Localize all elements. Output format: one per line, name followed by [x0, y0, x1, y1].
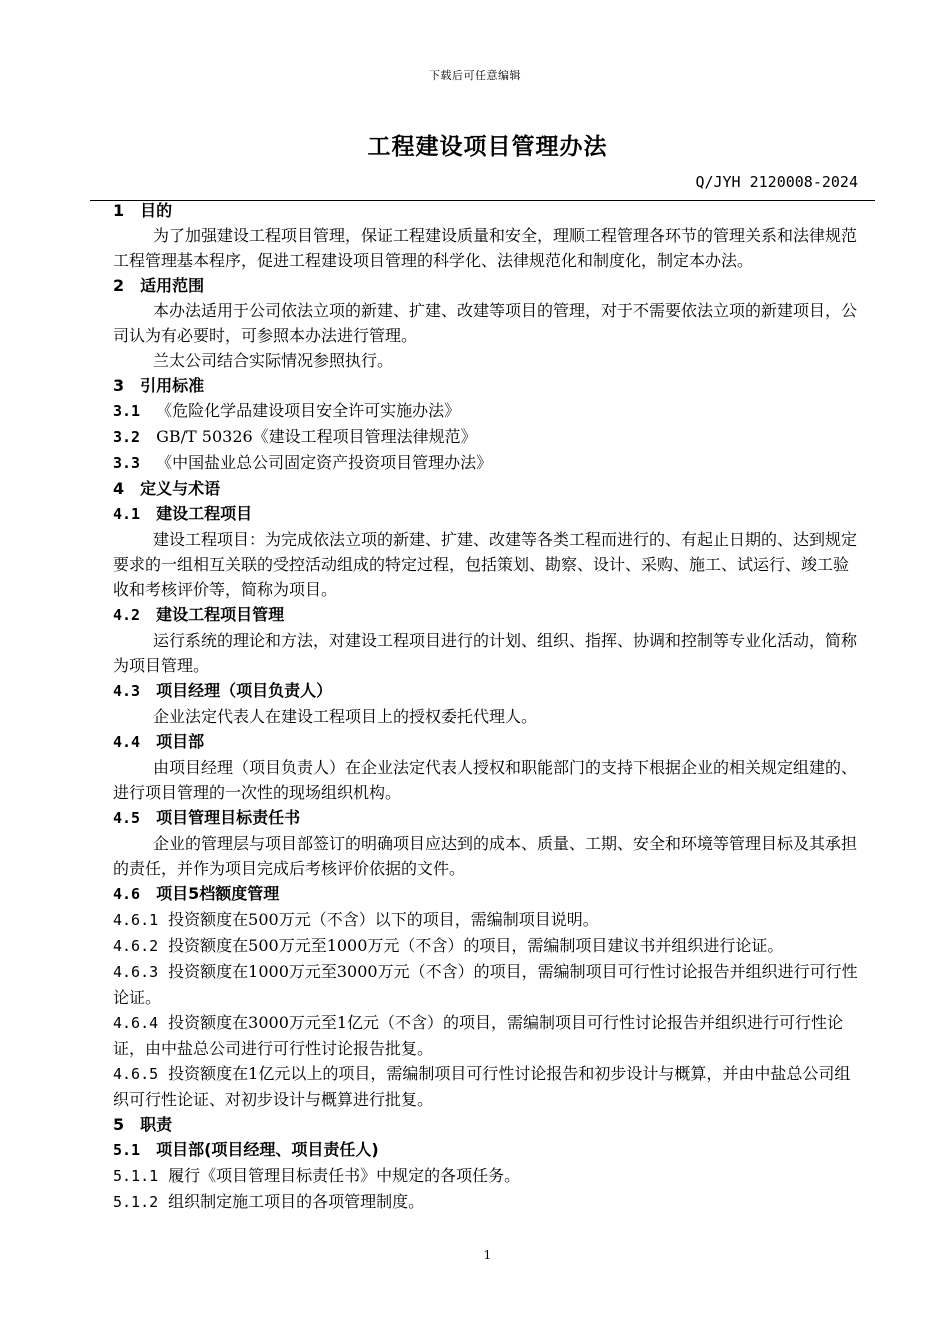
reference-item — [113, 398, 863, 424]
section-number: 2 — [113, 276, 125, 295]
subsection-number: 4.6 — [113, 885, 141, 903]
section-title: 职责 — [140, 1115, 173, 1134]
subsection-4-6-heading — [113, 881, 863, 907]
clause-item — [113, 1061, 863, 1112]
clause-number: 4.6.2 — [113, 937, 159, 955]
clause-item — [113, 1010, 863, 1061]
subsection-4-1-paragraph: 建设工程项目：为完成依法立项的新建、扩建、改建等各类工程而进行的、有起止日期的、达到规定要求的一组相互关联的受控活动组成的特定过程，包括策划、勘察、设计、采购、施工、试运行、竣工验收和考核评价等，简称为项目。 — [113, 530, 858, 599]
subsection-4-5-paragraph: 企业的管理层与项目部签订的明确项目应达到的成本、质量、工期、安全和环境等管理目标及其承担的责任，并作为项目完成后考核评价依据的文件。 — [113, 834, 858, 878]
subsection-4-5-heading — [113, 805, 863, 831]
subsection-number: 4.4 — [113, 733, 141, 751]
subsection-4-2-heading — [113, 602, 863, 628]
section-2-heading — [113, 273, 863, 298]
document-body — [113, 198, 863, 1215]
section-title: 定义与术语 — [140, 479, 221, 498]
section-1-paragraph: 为了加强建设工程项目管理，保证工程建设质量和安全，理顺工程管理各环节的管理关系和法律规范工程管理基本程序，促进工程建设项目管理的科学化、法律规范化和制度化，制定本办法。 — [113, 226, 858, 270]
reference-item — [113, 450, 863, 476]
item-text: 《中国盐业总公司固定资产投资项目管理办法》 — [156, 453, 493, 472]
section-5-heading — [113, 1112, 863, 1137]
subsection-title: 建设工程项目管理 — [156, 605, 285, 624]
clause-number: 4.6.5 — [113, 1065, 159, 1083]
subsection-number: 5.1 — [113, 1141, 141, 1159]
section-number: 5 — [113, 1115, 125, 1134]
clause-item — [113, 907, 863, 933]
section-number: 4 — [113, 479, 125, 498]
section-2-paragraph-2: 兰太公司结合实际情况参照执行。 — [153, 351, 394, 370]
subsection-4-3-heading — [113, 678, 863, 704]
section-1-heading — [113, 198, 863, 223]
subsection-title: 建设工程项目 — [156, 504, 253, 523]
item-number: 3.2 — [113, 428, 141, 446]
subsection-title: 项目管理目标责任书 — [156, 808, 301, 827]
clause-item — [113, 959, 863, 1010]
clause-number: 5.1.2 — [113, 1193, 159, 1211]
section-title: 引用标准 — [140, 376, 205, 395]
subsection-4-4-heading — [113, 729, 863, 755]
section-number: 1 — [113, 201, 125, 220]
subsection-title: 项目5档额度管理 — [156, 884, 280, 903]
clause-number: 4.6.1 — [113, 911, 159, 929]
subsection-4-4-paragraph: 由项目经理（项目负责人）在企业法定代表人授权和职能部门的支持下根据企业的相关规定组建的、进行项目管理的一次性的现场组织机构。 — [113, 758, 858, 802]
page-number: 1 — [483, 1248, 492, 1262]
clause-item — [113, 933, 863, 959]
subsection-number: 4.5 — [113, 809, 141, 827]
subsection-5-1-heading — [113, 1137, 863, 1163]
clause-text: 投资额度在1000万元至3000万元（不含）的项目，需编制项目可行性讨论报告并组织进行可行性论证。 — [113, 962, 858, 1007]
item-text: 《危险化学品建设项目安全许可实施办法》 — [156, 401, 461, 420]
clause-text: 组织制定施工项目的各项管理制度。 — [168, 1192, 425, 1211]
document-code: Q/JYH 2120008-2024 — [695, 173, 858, 191]
clause-text: 投资额度在3000万元至1亿元（不含）的项目，需编制项目可行性讨论报告并组织进行可行性论证，由中盐总公司进行可行性讨论报告批复。 — [113, 1013, 844, 1058]
section-number: 3 — [113, 376, 125, 395]
clause-text: 投资额度在1亿元以上的项目，需编制项目可行性讨论报告和初步设计与概算，并由中盐总公司组织可行性论证、对初步设计与概算进行批复。 — [113, 1064, 851, 1109]
subsection-4-1-heading — [113, 501, 863, 527]
clause-text: 投资额度在500万元至1000万元（不含）的项目，需编制项目建议书并组织进行论证。 — [168, 936, 784, 955]
section-2-paragraph-1: 本办法适用于公司依法立项的新建、扩建、改建等项目的管理，对于不需要依法立项的新建项目，公司认为有必要时，可参照本办法进行管理。 — [113, 301, 858, 345]
item-number: 3.3 — [113, 454, 141, 472]
document-title: 工程建设项目管理办法 — [367, 134, 608, 160]
subsection-number: 4.3 — [113, 682, 141, 700]
section-title: 适用范围 — [140, 276, 205, 295]
subsection-title: 项目部 — [156, 732, 205, 751]
clause-number: 5.1.1 — [113, 1167, 159, 1185]
page-header: 下载后可任意编辑 — [429, 69, 521, 82]
subsection-4-2-paragraph: 运行系统的理论和方法，对建设工程项目进行的计划、组织、指挥、协调和控制等专业化活动，简称为项目管理。 — [113, 631, 858, 675]
reference-item — [113, 424, 863, 450]
clause-number: 4.6.4 — [113, 1014, 159, 1032]
clause-number: 4.6.3 — [113, 963, 159, 981]
clause-item — [113, 1189, 863, 1215]
subsection-4-3-paragraph: 企业法定代表人在建设工程项目上的授权委托代理人。 — [153, 707, 538, 726]
section-3-heading — [113, 373, 863, 398]
subsection-number: 4.2 — [113, 606, 141, 624]
section-4-heading — [113, 476, 863, 501]
item-text: GB/T 50326《建设工程项目管理法律规范》 — [156, 427, 477, 446]
section-title: 目的 — [140, 201, 173, 220]
subsection-number: 4.1 — [113, 505, 141, 523]
subsection-title: 项目经理（项目负责人） — [156, 681, 333, 700]
clause-text: 履行《项目管理目标责任书》中规定的各项任务。 — [168, 1166, 521, 1185]
clause-item — [113, 1163, 863, 1189]
item-number: 3.1 — [113, 402, 141, 420]
clause-text: 投资额度在500万元（不含）以下的项目，需编制项目说明。 — [168, 910, 599, 929]
subsection-title: 项目部(项目经理、项目责任人) — [156, 1140, 379, 1159]
